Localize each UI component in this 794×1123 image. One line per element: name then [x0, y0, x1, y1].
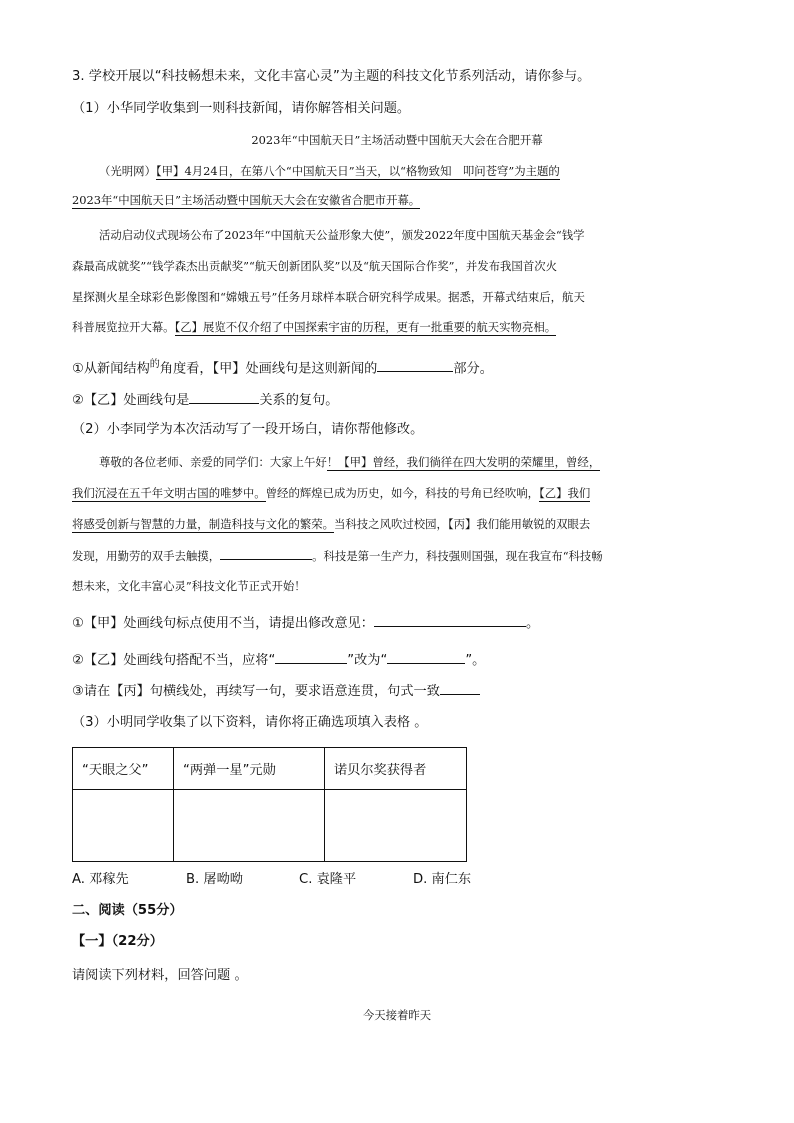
underlined-speech-yi: 【乙】我们 — [539, 486, 591, 500]
answer-table — [72, 747, 467, 862]
news-lead-line-2 — [72, 191, 722, 209]
question-2a-text: ①【甲】处画线句标点使用不当，请提出修改意见： — [72, 616, 374, 631]
question-1a — [72, 356, 722, 378]
speech-line-3 — [72, 515, 722, 533]
answer-blank-1a[interactable] — [377, 358, 453, 372]
speech-blank-bing[interactable] — [220, 546, 312, 560]
news-body-line-2: 森最高成就奖”“钱学森杰出贡献奖”“航天创新团队奖”以及“航天国际合作奖”，并发布我国首次火 — [72, 259, 557, 273]
speech-text: 发现，用勤劳的双手去触摸， — [72, 549, 221, 563]
subquestion-1-prompt: （1）小华同学收集到一则科技新闻，请你解答相关问题。 — [72, 101, 411, 116]
option-a: A. 邓稼先 — [72, 872, 129, 887]
speech-line-5: 想未来，文化丰富心灵”科技文化节正式开始！ — [72, 579, 306, 593]
table-answer-cell[interactable] — [325, 790, 467, 862]
question-2b-end: ”。 — [465, 653, 486, 668]
answer-blank-2b-to[interactable] — [387, 650, 465, 664]
table-header-tianyan: “天眼之父” — [73, 748, 174, 790]
question-1a-text: ①从新闻结构 — [72, 361, 150, 377]
question-1b — [72, 390, 722, 410]
news-source: （光明网） — [99, 164, 156, 178]
news-body-text: 科普展览拉开大幕。 — [72, 320, 175, 334]
answer-blank-2c[interactable] — [440, 681, 480, 695]
option-d: D. 南仁东 — [413, 872, 472, 887]
question-2c-text: ③请在【丙】句横线处，再续写一句，要求语意连贯，句式一致 — [72, 684, 440, 699]
subquestion-2-prompt: （2）小李同学为本次活动写了一段开场白，请你帮他修改。 — [72, 422, 424, 437]
underlined-sentence-yi: 【乙】展览不仅介绍了中国探索宇宙的历程，更有一批重要的航天实物亮相。 — [174, 320, 557, 334]
speech-text-cont: 。科技是第一生产力，科技强则国强，现在我宣布“科技畅 — [312, 549, 603, 563]
question-1a-text-2: 角度看，【甲】处画线句是这则新闻的 — [159, 361, 378, 377]
question-2c — [72, 681, 722, 701]
question-2b-text-2: ”改为“ — [347, 653, 388, 668]
news-title: 2023年“中国航天日”主场活动暨中国航天大会在合肥开幕 — [251, 133, 543, 147]
question-2b — [72, 650, 722, 670]
speech-text: 曾经的辉煌已成为历史，如今，科技的号角已经吹响， — [265, 486, 540, 500]
underlined-speech-jia-cont: 我们沉浸在五千年文明古国的唯梦中。 — [72, 486, 266, 500]
speech-greeting: 尊敬的各位老师、亲爱的同学们：大家上午好 — [99, 455, 327, 469]
table-answer-cell[interactable] — [174, 790, 325, 862]
underlined-speech-yi-cont: 将感受创新与智慧的力量，制造科技与文化的繁荣。 — [72, 517, 334, 531]
question-2a — [72, 613, 722, 633]
question-1a-sup: 的 — [149, 359, 160, 370]
article-title: 今天接着昨天 — [362, 1008, 432, 1022]
subquestion-3-prompt: （3）小明同学收集了以下资料，请你将正确选项填入表格 。 — [72, 715, 428, 730]
speech-line-4 — [72, 546, 722, 565]
question-1a-end: 部分。 — [453, 361, 493, 377]
section-2-title: 二、阅读（55分） — [72, 903, 183, 918]
speech-line-1 — [99, 453, 722, 471]
table-header-nobel: 诺贝尔奖获得者 — [325, 748, 467, 790]
answer-blank-2b-from[interactable] — [275, 650, 347, 664]
question-1b-end: 关系的复句。 — [259, 393, 339, 408]
news-lead-line-1 — [99, 162, 722, 180]
question-1b-text: ②【乙】处画线句是 — [72, 393, 190, 408]
underlined-sentence-jia-cont: 2023年“中国航天日”主场活动暨中国航天大会在安徽省合肥市开幕。 — [72, 193, 421, 207]
underlined-sentence-jia: 【甲】4月24日，在第八个“中国航天日”当天，以“格物致知 叩问苍穹”为主题的 — [155, 164, 560, 178]
option-b: B. 屠呦呦 — [186, 872, 243, 887]
news-body-line-1: 活动启动仪式现场公布了2023年“中国航天公益形象大使”，颁发2022年度中国航天基金会“钱学 — [99, 228, 585, 242]
question-3-intro: 3. 学校开展以“科技畅想未来，文化丰富心灵”为主题的科技文化节系列活动，请你参与。 — [72, 69, 591, 84]
news-body-line-3: 星探测火星全球彩色影像图和“嫦娥五号”任务月球样本联合研究科学成果。据悉，开幕式结束后，航天 — [72, 290, 585, 304]
table-answer-cell[interactable] — [73, 790, 174, 862]
speech-text-bing: 当科技之风吹过校园，【丙】我们能用敏锐的双眼去 — [334, 517, 591, 531]
part-1-title: 【一】（22分） — [72, 934, 163, 949]
answer-blank-1b[interactable] — [189, 390, 259, 404]
news-body-line-4 — [72, 318, 722, 336]
underlined-speech-jia: ！【甲】曾经，我们徜徉在四大发明的荣耀里，曾经， — [326, 455, 601, 469]
table-header-liangdan: “两弹一星”元勋 — [174, 748, 325, 790]
reading-instruction: 请阅读下列材料，回答问题 。 — [72, 968, 248, 983]
question-2a-end: 。 — [525, 616, 540, 631]
question-2b-text: ②【乙】处画线句搭配不当，应将“ — [72, 653, 276, 668]
option-c: C. 袁隆平 — [299, 872, 357, 887]
speech-line-2 — [72, 484, 722, 502]
answer-blank-2a[interactable] — [374, 613, 526, 627]
